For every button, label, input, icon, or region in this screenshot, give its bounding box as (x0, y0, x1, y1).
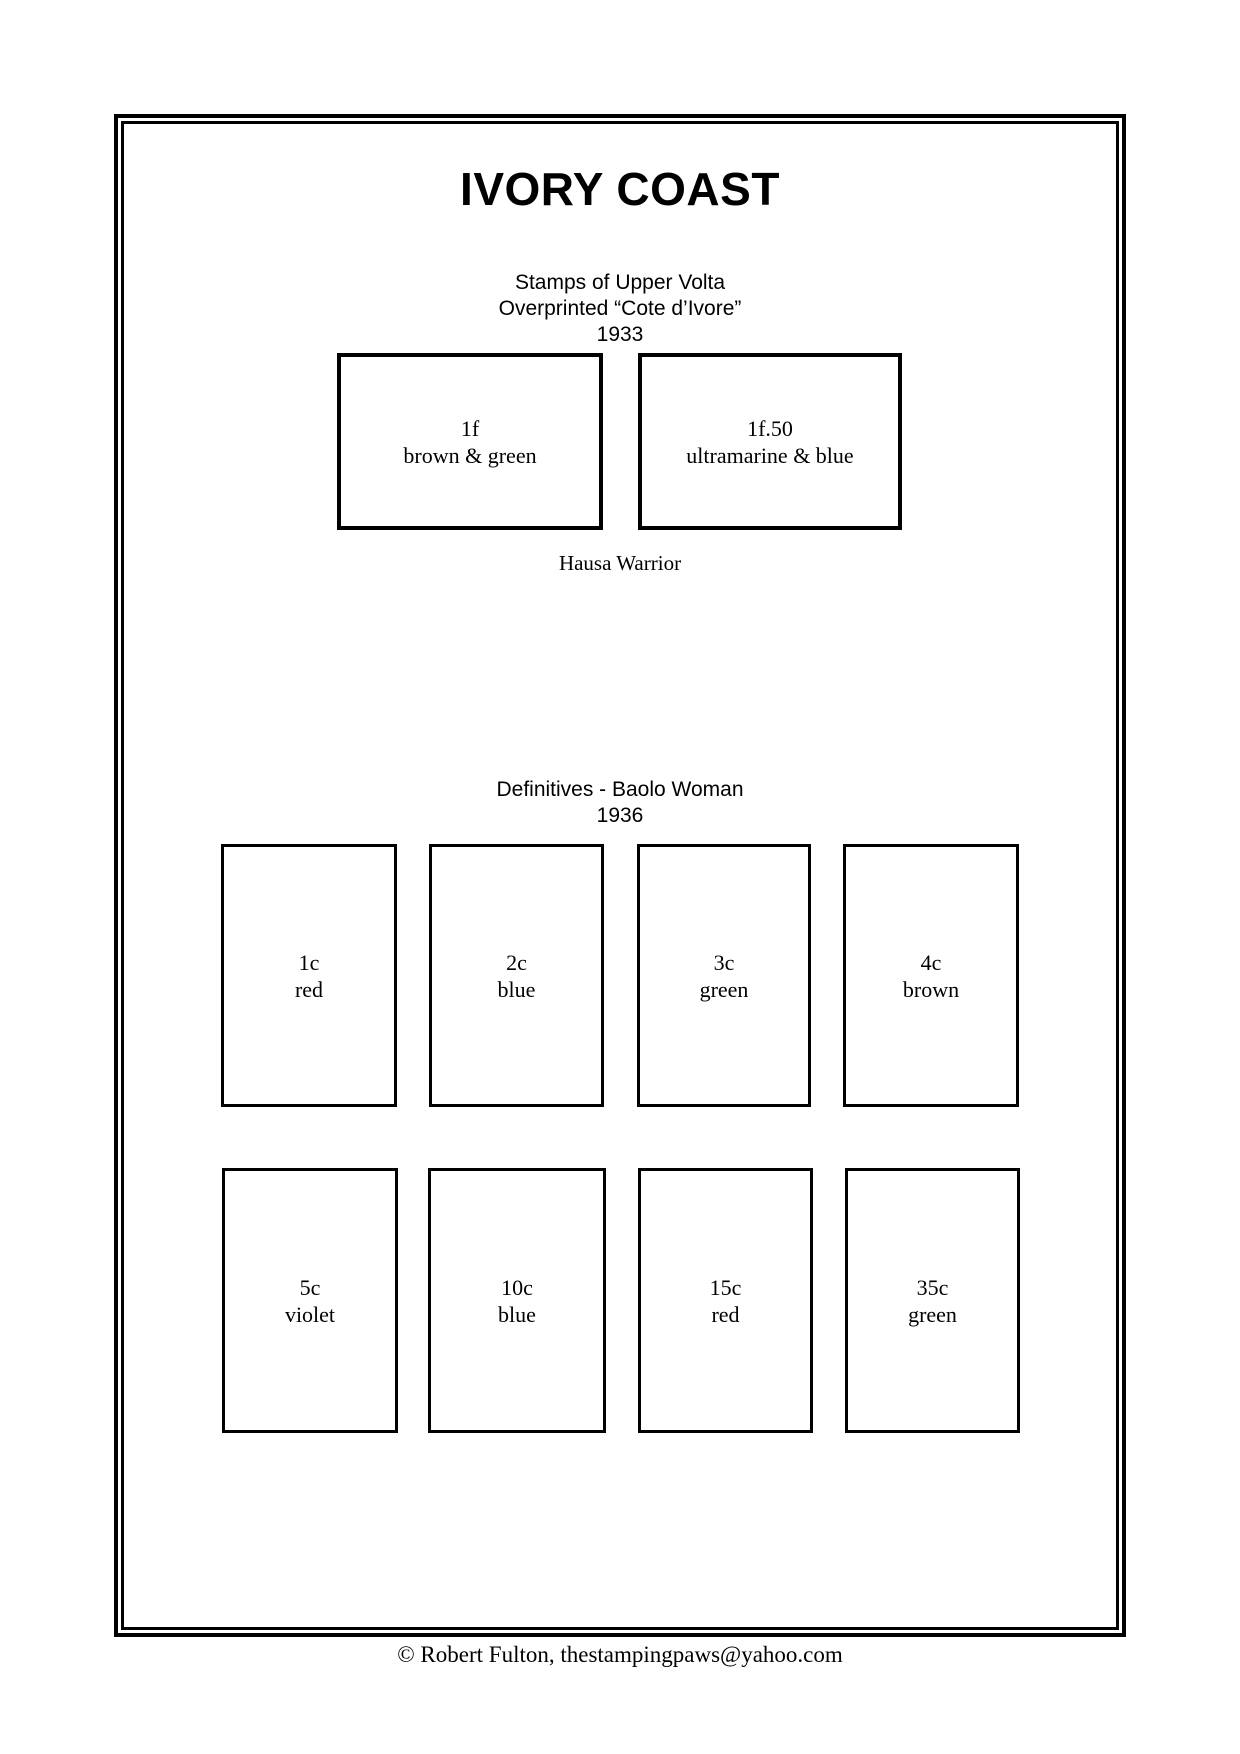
section-heading-line: Overprinted “Cote d’Ivore” (498, 297, 742, 320)
page-title: IVORY COAST (460, 163, 780, 215)
section-heading-1933 (0, 270, 1240, 348)
stamp-color-name: ultramarine & blue (686, 442, 854, 468)
stamp-box (222, 1168, 398, 1433)
stamp-box (221, 844, 397, 1107)
stamp-denomination: 4c (920, 949, 942, 975)
stamp-denomination: 1c (298, 949, 320, 975)
stamp-label (686, 415, 853, 469)
stamp-color-name: red (294, 976, 324, 1002)
stamp-box (638, 1168, 813, 1433)
stamp-color-name: violet (284, 1301, 336, 1327)
stamp-box (429, 844, 604, 1107)
stamp-denomination: 1f (460, 415, 480, 441)
stamp-color-name: blue (497, 976, 536, 1002)
stamp-label (498, 1274, 536, 1328)
stamp-denomination: 1f.50 (747, 415, 793, 441)
section-heading-1936 (0, 777, 1240, 829)
stamp-label (403, 415, 536, 469)
stamp-color-name: brown (902, 976, 960, 1002)
stamp-denomination: 3c (713, 949, 735, 975)
stamp-box (845, 1168, 1020, 1433)
stamp-label (903, 949, 959, 1003)
stamp-denomination: 5c (299, 1274, 321, 1300)
stamp-label (908, 1274, 957, 1328)
section-heading-line: Definitives - Baolo Woman (496, 778, 744, 801)
stamp-label (710, 1274, 742, 1328)
stamp-label (498, 949, 536, 1003)
section-heading-year: 1933 (596, 323, 644, 346)
stamp-denomination: 10c (501, 1274, 533, 1300)
stamp-color-name: green (699, 976, 749, 1002)
stamp-color-name: red (711, 1301, 740, 1327)
stamp-box (337, 353, 603, 530)
stamp-color-name: brown & green (403, 442, 537, 468)
stamp-set-caption: Hausa Warrior (558, 551, 682, 575)
section-heading-year: 1936 (596, 804, 644, 827)
stamp-denomination: 35c (916, 1274, 949, 1300)
stamp-label (285, 1274, 335, 1328)
stamp-label (295, 949, 323, 1003)
stamp-box (638, 353, 902, 530)
section-heading-line: Stamps of Upper Volta (514, 271, 726, 294)
stamp-denomination: 2c (506, 949, 527, 975)
footer-credit: © Robert Fulton, thestampingpaws@yahoo.com (397, 1642, 843, 1667)
stamp-color-name: green (908, 1301, 957, 1327)
stamp-box (428, 1168, 606, 1433)
stamp-denomination: 15c (709, 1274, 742, 1300)
stamp-color-name: blue (498, 1301, 536, 1327)
stamp-label (700, 949, 749, 1003)
stamp-box (843, 844, 1019, 1107)
stamp-box (637, 844, 811, 1107)
